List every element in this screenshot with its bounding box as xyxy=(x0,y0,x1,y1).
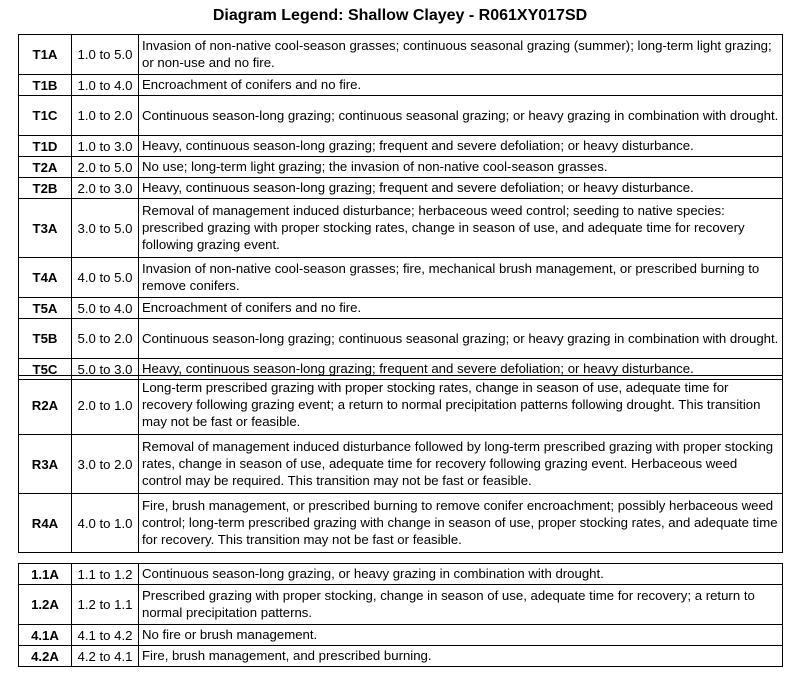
row-range: 4.0 to 5.0 xyxy=(72,258,139,298)
table-row xyxy=(19,646,783,667)
row-code: T1D xyxy=(19,136,72,157)
table-row xyxy=(19,157,783,178)
row-code: T1A xyxy=(19,35,72,75)
row-range: 1.1 to 1.2 xyxy=(72,564,139,585)
row-description: Fire, brush management, or prescribed burning to remove conifer encroachment; possibly herbaceous weed control; long-term prescribed grazing with change in season of use, proper stocking rates, and adequate time for recovery. This transition may not be fast or feasible. xyxy=(139,494,783,553)
row-range: 1.2 to 1.1 xyxy=(72,585,139,625)
row-range: 1.0 to 2.0 xyxy=(72,96,139,136)
row-description: Removal of management induced disturbance followed by long-term prescribed grazing with proper stocking rates, change in season of use, adequate time for recovery following grazing event. Herbaceous weed control may be required. This transition may not be fast or feasible. xyxy=(139,435,783,494)
row-range: 4.2 to 4.1 xyxy=(72,646,139,667)
row-description: Removal of management induced disturbance; herbaceous weed control; seeding to native species: prescribed grazing with proper stocking rates, change in season of use, and adequate time for recovery following grazing event. xyxy=(139,199,783,258)
row-range: 1.0 to 5.0 xyxy=(72,35,139,75)
row-description: Prescribed grazing with proper stocking, change in season of use, adequate time for recovery; a return to normal precipitation patterns. xyxy=(139,585,783,625)
row-code: T2B xyxy=(19,178,72,199)
table-row xyxy=(19,625,783,646)
row-code: R2A xyxy=(19,376,72,435)
row-range: 2.0 to 5.0 xyxy=(72,157,139,178)
row-range: 2.0 to 1.0 xyxy=(72,376,139,435)
community-pathway-table xyxy=(18,563,783,667)
row-description: Invasion of non-native cool-season grasses; fire, mechanical brush management, or prescribed burning to remove conifers. xyxy=(139,258,783,298)
table-row xyxy=(19,298,783,319)
table-row xyxy=(19,319,783,359)
transition-table xyxy=(18,34,783,380)
row-code: 4.2A xyxy=(19,646,72,667)
row-range: 5.0 to 2.0 xyxy=(72,319,139,359)
row-code: T1C xyxy=(19,96,72,136)
row-code: R3A xyxy=(19,435,72,494)
row-description: Encroachment of conifers and no fire. xyxy=(139,75,783,96)
row-code: T4A xyxy=(19,258,72,298)
row-description: Heavy, continuous season-long grazing; frequent and severe defoliation; or heavy disturbance. xyxy=(139,136,783,157)
row-code: T5A xyxy=(19,298,72,319)
row-description: Fire, brush management, and prescribed burning. xyxy=(139,646,783,667)
restoration-table xyxy=(18,375,783,553)
table-row xyxy=(19,199,783,258)
row-description: Continuous season-long grazing; continuous seasonal grazing; or heavy grazing in combination with drought. xyxy=(139,96,783,136)
row-code: T5C xyxy=(19,359,72,380)
row-range: 3.0 to 5.0 xyxy=(72,199,139,258)
row-description: No use; long-term light grazing; the invasion of non-native cool-season grasses. xyxy=(139,157,783,178)
row-range: 1.0 to 3.0 xyxy=(72,136,139,157)
row-code: 1.1A xyxy=(19,564,72,585)
row-code: T1B xyxy=(19,75,72,96)
row-range: 4.1 to 4.2 xyxy=(72,625,139,646)
table-row xyxy=(19,35,783,75)
row-description: Long-term prescribed grazing with proper stocking rates, change in season of use, adequate time for recovery following grazing event; a return to normal precipitation patterns following drought. This transition may not be fast or feasible. xyxy=(139,376,783,435)
table-row xyxy=(19,376,783,435)
legend-title: Diagram Legend: Shallow Clayey - R061XY017SD xyxy=(212,7,588,24)
row-code: T5B xyxy=(19,319,72,359)
row-description: Continuous season-long grazing, or heavy grazing in combination with drought. xyxy=(139,564,783,585)
row-description: Heavy, continuous season-long grazing; frequent and severe defoliation; or heavy disturbance. xyxy=(139,178,783,199)
table-row xyxy=(19,75,783,96)
table-row xyxy=(19,136,783,157)
row-description: Encroachment of conifers and no fire. xyxy=(139,298,783,319)
row-range: 1.0 to 4.0 xyxy=(72,75,139,96)
row-code: T3A xyxy=(19,199,72,258)
row-range: 2.0 to 3.0 xyxy=(72,178,139,199)
row-description: Invasion of non-native cool-season grasses; continuous seasonal grazing (summer); long-term light grazing; or non-use and no fire. xyxy=(139,35,783,75)
table-row xyxy=(19,564,783,585)
row-range: 5.0 to 3.0 xyxy=(72,359,139,380)
table-row xyxy=(19,258,783,298)
row-range: 5.0 to 4.0 xyxy=(72,298,139,319)
row-range: 4.0 to 1.0 xyxy=(72,494,139,553)
row-code: 4.1A xyxy=(19,625,72,646)
row-range: 3.0 to 2.0 xyxy=(72,435,139,494)
row-code: R4A xyxy=(19,494,72,553)
row-code: 1.2A xyxy=(19,585,72,625)
row-description: Continuous season-long grazing; continuous seasonal grazing; or heavy grazing in combination with drought. xyxy=(139,319,783,359)
table-row xyxy=(19,96,783,136)
row-description: Heavy, continuous season-long grazing; frequent and severe defoliation; or heavy disturbance. xyxy=(139,359,783,380)
row-code: T2A xyxy=(19,157,72,178)
table-row xyxy=(19,178,783,199)
row-description: No fire or brush management. xyxy=(139,625,783,646)
table-row xyxy=(19,435,783,494)
table-row xyxy=(19,585,783,625)
table-row xyxy=(19,494,783,553)
